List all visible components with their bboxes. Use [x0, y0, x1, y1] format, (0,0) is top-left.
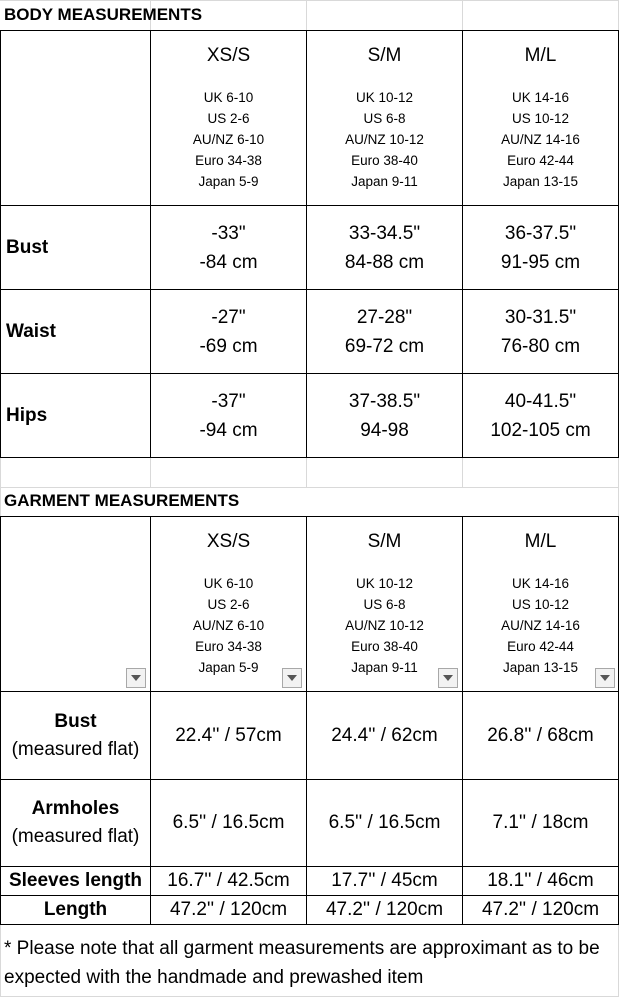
size-conversion: Euro 38-40	[351, 152, 418, 168]
body-section-title: BODY MEASUREMENTS	[4, 5, 203, 24]
value-cm: 91-95 cm	[500, 251, 581, 273]
table-cell: 17.7'' / 45cm	[331, 870, 438, 891]
filter-dropdown-button[interactable]	[438, 668, 458, 688]
value-inches: -33"	[211, 222, 246, 244]
table-cell: 47.2'' / 120cm	[325, 899, 444, 920]
table-cell	[307, 290, 462, 373]
size-conversion: AU/NZ 10-12	[345, 131, 424, 147]
table-cell	[307, 374, 462, 457]
table-cell: 6.5'' / 16.5cm	[172, 812, 285, 833]
value-cm: 84-88 cm	[344, 251, 425, 273]
row-label-hips: Hips	[6, 404, 48, 426]
filter-dropdown-button[interactable]	[595, 668, 615, 688]
size-name: S/M	[367, 530, 402, 552]
table-cell: 6.5'' / 16.5cm	[328, 812, 441, 833]
table-cell: 47.2'' / 120cm	[169, 899, 288, 920]
row-label: Armholes	[31, 798, 120, 819]
row-label: Bust	[54, 710, 97, 732]
garment-section-title: GARMENT MEASUREMENTS	[4, 491, 240, 510]
size-name: M/L	[524, 44, 557, 66]
size-conversion: UK 10-12	[355, 575, 414, 591]
size-conversion: Japan 5-9	[198, 659, 259, 675]
size-conversion: AU/NZ 14-16	[501, 617, 580, 633]
value-cm: -94 cm	[199, 419, 258, 441]
value-inches: 27-28"	[356, 306, 413, 328]
table-cell	[151, 206, 306, 289]
size-conversion: US 6-8	[363, 110, 406, 126]
value-cm: 76-80 cm	[500, 335, 581, 357]
value-inches: -27"	[211, 306, 246, 328]
body-size-header	[307, 31, 462, 205]
value-inches: -37"	[211, 390, 246, 412]
size-conversion: UK 14-16	[511, 575, 570, 591]
size-conversion: AU/NZ 10-12	[345, 617, 424, 633]
table-cell: 22.4'' / 57cm	[175, 724, 282, 746]
size-name: XS/S	[206, 44, 251, 66]
size-conversion: Japan 9-11	[351, 173, 418, 189]
size-name: XS/S	[206, 530, 251, 552]
filter-dropdown-button[interactable]	[126, 668, 146, 688]
size-conversion: Japan 13-15	[502, 659, 579, 675]
value-cm: -84 cm	[199, 251, 258, 273]
table-cell: 7.1'' / 18cm	[492, 812, 589, 833]
chevron-down-icon	[287, 675, 297, 681]
row-label-garment-bust	[1, 692, 150, 779]
size-name: M/L	[524, 530, 557, 552]
chevron-down-icon	[131, 675, 141, 681]
size-conversion: Euro 42-44	[507, 638, 574, 654]
row-label-armholes	[1, 780, 150, 866]
row-sublabel: (measured flat)	[11, 826, 140, 847]
size-conversion: US 2-6	[207, 596, 250, 612]
size-conversion: US 10-12	[511, 110, 570, 126]
value-inches: 33-34.5"	[348, 222, 421, 244]
footnote: * Please note that all garment measurements are approximant as to be expected with the handmade and prewashed item	[4, 938, 600, 988]
table-cell	[463, 290, 618, 373]
garment-size-header	[463, 517, 618, 691]
garment-size-header	[151, 517, 306, 691]
table-cell	[463, 206, 618, 289]
row-label-sleeves-length: Sleeves length	[8, 870, 143, 891]
size-conversion: AU/NZ 6-10	[192, 617, 265, 633]
garment-size-header	[307, 517, 462, 691]
table-cell	[463, 374, 618, 457]
table-cell	[151, 374, 306, 457]
filter-dropdown-button[interactable]	[282, 668, 302, 688]
chevron-down-icon	[600, 675, 610, 681]
value-cm: 94-98	[360, 419, 409, 441]
size-conversion: Euro 34-38	[195, 638, 262, 654]
size-conversion: UK 6-10	[203, 89, 254, 105]
row-label-length: Length	[43, 899, 108, 920]
chevron-down-icon	[443, 675, 453, 681]
body-size-header	[151, 31, 306, 205]
size-conversion: Euro 42-44	[507, 152, 574, 168]
table-cell: 24.4'' / 62cm	[331, 724, 438, 746]
table-cell: 16.7'' / 42.5cm	[167, 870, 290, 891]
value-cm: 102-105 cm	[490, 419, 591, 441]
size-conversion: US 10-12	[511, 596, 570, 612]
size-conversion: Japan 13-15	[502, 173, 579, 189]
size-conversion: UK 6-10	[203, 575, 254, 591]
size-conversion: UK 14-16	[511, 89, 570, 105]
size-conversion: Euro 34-38	[195, 152, 262, 168]
value-inches: 40-41.5"	[504, 390, 577, 412]
size-conversion: Japan 9-11	[351, 659, 418, 675]
size-conversion: UK 10-12	[355, 89, 414, 105]
size-conversion: Japan 5-9	[198, 173, 259, 189]
size-conversion: AU/NZ 14-16	[501, 131, 580, 147]
row-label-bust: Bust	[6, 236, 49, 258]
value-cm: -69 cm	[199, 335, 258, 357]
value-cm: 69-72 cm	[344, 335, 425, 357]
value-inches: 30-31.5"	[504, 306, 577, 328]
size-name: S/M	[367, 44, 402, 66]
size-conversion: US 6-8	[363, 596, 406, 612]
table-cell: 26.8'' / 68cm	[487, 724, 594, 746]
row-sublabel: (measured flat)	[11, 738, 140, 760]
table-cell	[151, 290, 306, 373]
value-inches: 36-37.5"	[504, 222, 577, 244]
size-conversion: Euro 38-40	[351, 638, 418, 654]
table-cell: 18.1'' / 46cm	[487, 870, 594, 891]
table-cell	[307, 206, 462, 289]
size-conversion: US 2-6	[207, 110, 250, 126]
table-cell: 47.2'' / 120cm	[481, 899, 600, 920]
body-size-header	[463, 31, 618, 205]
value-inches: 37-38.5"	[348, 390, 421, 412]
row-label-waist: Waist	[6, 320, 56, 342]
size-conversion: AU/NZ 6-10	[192, 131, 265, 147]
